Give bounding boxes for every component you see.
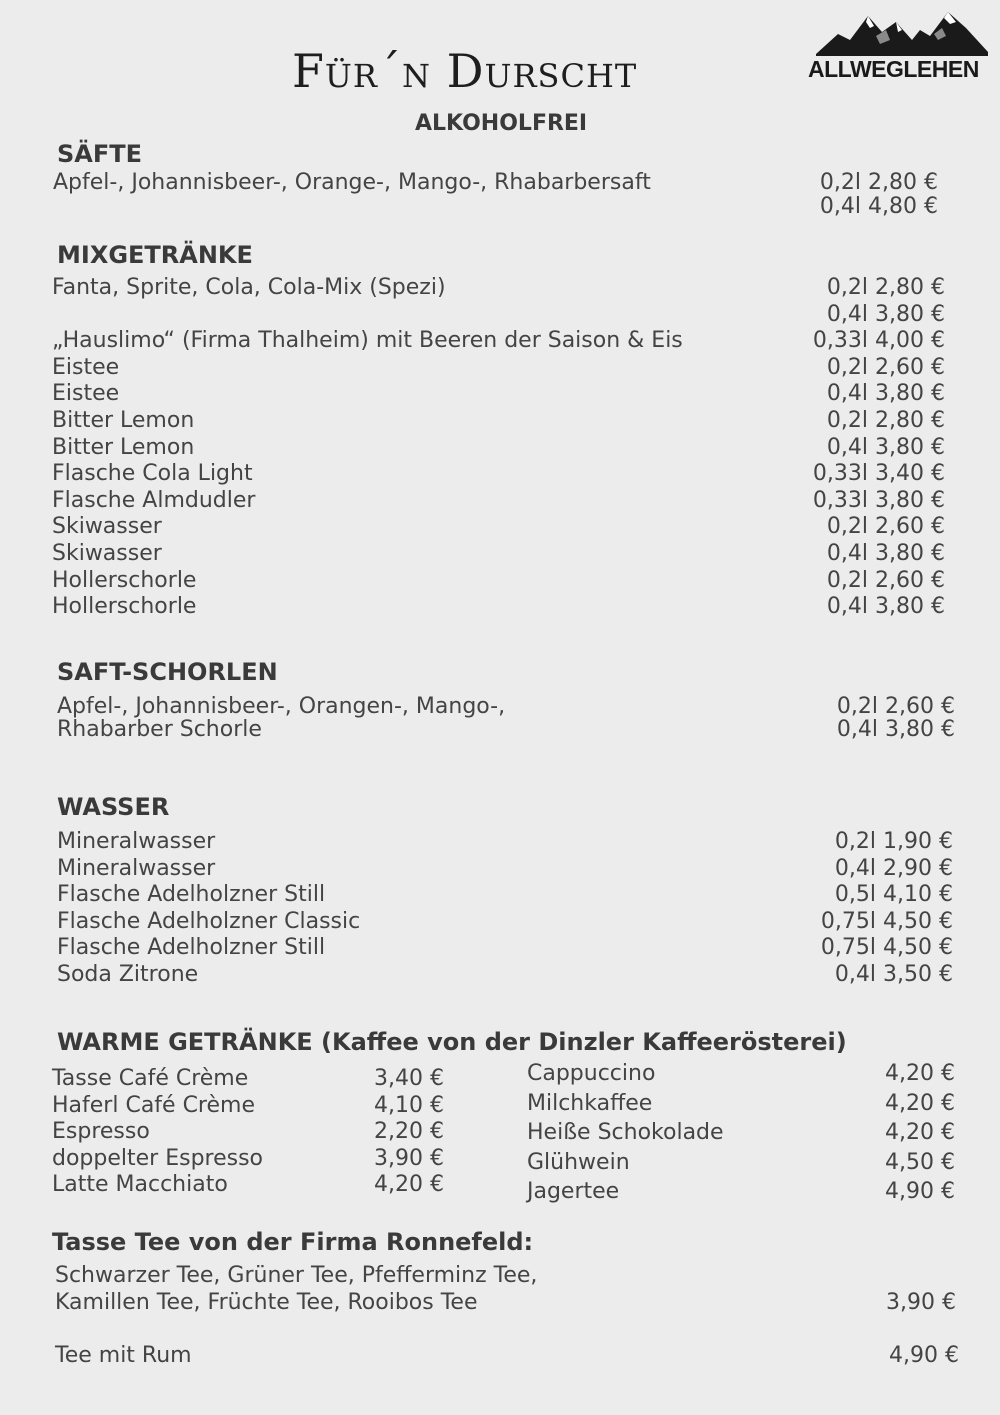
item-price: 0,33l 3,40 € [812,461,945,487]
section-heading-mixgetraenke: MIXGETRÄNKE [57,241,253,269]
item-price: 0,2l 2,80 € [819,170,938,195]
menu-item: Hollerschorle [52,567,197,593]
item-price: 2,20 € [374,1119,444,1145]
page-title: Für´n Durscht [292,44,638,98]
menu-item [52,302,683,329]
item-price: 0,33l 4,00 € [812,328,945,354]
item-price: 0,4l 4,80 € [819,194,938,219]
menu-item: Skiwasser [52,540,162,566]
item-price: 4,20 € [374,1172,444,1198]
item-price: 0,5l 4,10 € [834,882,953,908]
warm-right-prices [850,1059,955,1207]
item-price: 0,2l 2,80 € [826,275,945,300]
item-price: 4,90 € [889,1343,959,1368]
item-price: 0,2l 1,90 € [834,829,953,854]
item-price: 0,2l 2,60 € [826,354,945,380]
menu-item-tee: Kamillen Tee, Früchte Tee, Rooibos Tee [55,1290,478,1315]
item-price: 0,2l 2,60 € [826,567,945,593]
menu-item: Hollerschorle [52,594,197,620]
page-subtitle: ALKOHOLFREI [415,111,588,136]
item-price: 0,4l 3,50 € [834,961,953,987]
menu-item: Bitter Lemon [52,434,195,460]
item-price: 4,10 € [374,1092,444,1118]
item-price: 0,2l 2,60 € [826,514,945,540]
wasser-items [57,829,360,989]
menu-item: doppelter Espresso [52,1145,264,1171]
menu-item-schorlen: Apfel-, Johannisbeer-, Orangen-, Mango-, [57,694,506,719]
item-price: 3,90 € [886,1290,956,1315]
section-heading-wasser: WASSER [57,793,170,821]
menu-item: Jagertee [527,1179,620,1204]
section-heading-saefte: SÄFTE [57,140,143,168]
menu-item-tee-rum: Tee mit Rum [55,1343,192,1368]
item-price: 0,2l 2,80 € [826,407,945,433]
menu-item: Eistee [52,354,120,380]
section-heading-schorlen: SAFT-SCHORLEN [57,658,278,686]
menu-item: Heiße Schokolade [527,1120,724,1145]
menu-item-schorlen: Rhabarber Schorle [57,717,262,742]
item-price: 3,40 € [374,1066,444,1091]
menu-item-tee: Schwarzer Tee, Grüner Tee, Pfefferminz Tee, [55,1263,538,1288]
item-price: 0,75l 4,50 € [820,935,953,961]
menu-item: Flasche Cola Light [52,461,253,487]
mixgetraenke-prices [790,275,945,621]
warm-right-items [527,1059,724,1207]
item-price: 4,20 € [885,1090,955,1116]
menu-item: Soda Zitrone [57,961,199,987]
menu-item: Fanta, Sprite, Cola, Cola-Mix (Spezi) [52,275,446,300]
item-price: 0,4l 3,80 € [826,434,945,460]
warm-left-prices [340,1066,444,1199]
item-price: 4,20 € [885,1061,955,1086]
menu-item: Glühwein [527,1149,630,1175]
item-price: 4,90 € [885,1179,955,1204]
item-price: 4,20 € [885,1120,955,1145]
menu-item: Haferl Café Crème [52,1092,255,1118]
menu-item: Mineralwasser [57,855,216,881]
menu-item: „Hauslimo“ (Firma Thalheim) mit Beeren der Saison & Eis [52,328,683,354]
wasser-prices [795,829,953,989]
menu-item: Cappuccino [527,1061,656,1086]
menu-item: Flasche Almdudler [52,487,256,513]
warm-left-items [52,1066,263,1199]
menu-item: Bitter Lemon [52,407,195,433]
menu-item: Skiwasser [52,514,162,540]
item-price: 0,4l 3,80 € [836,717,955,742]
menu-item-saefte: Apfel-, Johannisbeer-, Orange-, Mango-, Rhabarbersaft [53,170,651,195]
menu-item: Flasche Adelholzner Still [57,935,326,961]
item-price: 0,33l 3,80 € [812,487,945,513]
menu-item: Flasche Adelholzner Classic [57,908,361,934]
mountain-icon [816,6,988,62]
item-price: 3,90 € [374,1145,444,1171]
brand-logo [808,6,990,86]
mixgetraenke-items [52,275,683,621]
menu-item: Eistee [52,381,120,407]
item-price: 0,4l 3,80 € [826,540,945,566]
menu-item: Latte Macchiato [52,1172,228,1198]
menu-item: Espresso [52,1119,150,1145]
menu-item: Mineralwasser [57,829,216,854]
item-price: 4,50 € [885,1149,955,1175]
item-price: 0,4l 2,90 € [834,855,953,881]
menu-item: Tasse Café Crème [52,1066,249,1091]
item-price: 0,4l 3,80 € [826,381,945,407]
item-price: 0,4l 3,80 € [826,301,945,327]
section-heading-tee: Tasse Tee von der Firma Ronnefeld: [52,1228,534,1256]
item-price: 0,4l 3,80 € [826,594,945,620]
section-heading-warme-getraenke: WARME GETRÄNKE (Kaffee von der Dinzler Kaffeerösterei) [57,1028,847,1056]
item-price: 0,2l 2,60 € [836,694,955,719]
menu-item: Milchkaffee [527,1090,653,1116]
item-price: 0,75l 4,50 € [820,908,953,934]
logo-text: ALLWEGLEHEN [808,56,979,82]
menu-item: Flasche Adelholzner Still [57,882,326,908]
